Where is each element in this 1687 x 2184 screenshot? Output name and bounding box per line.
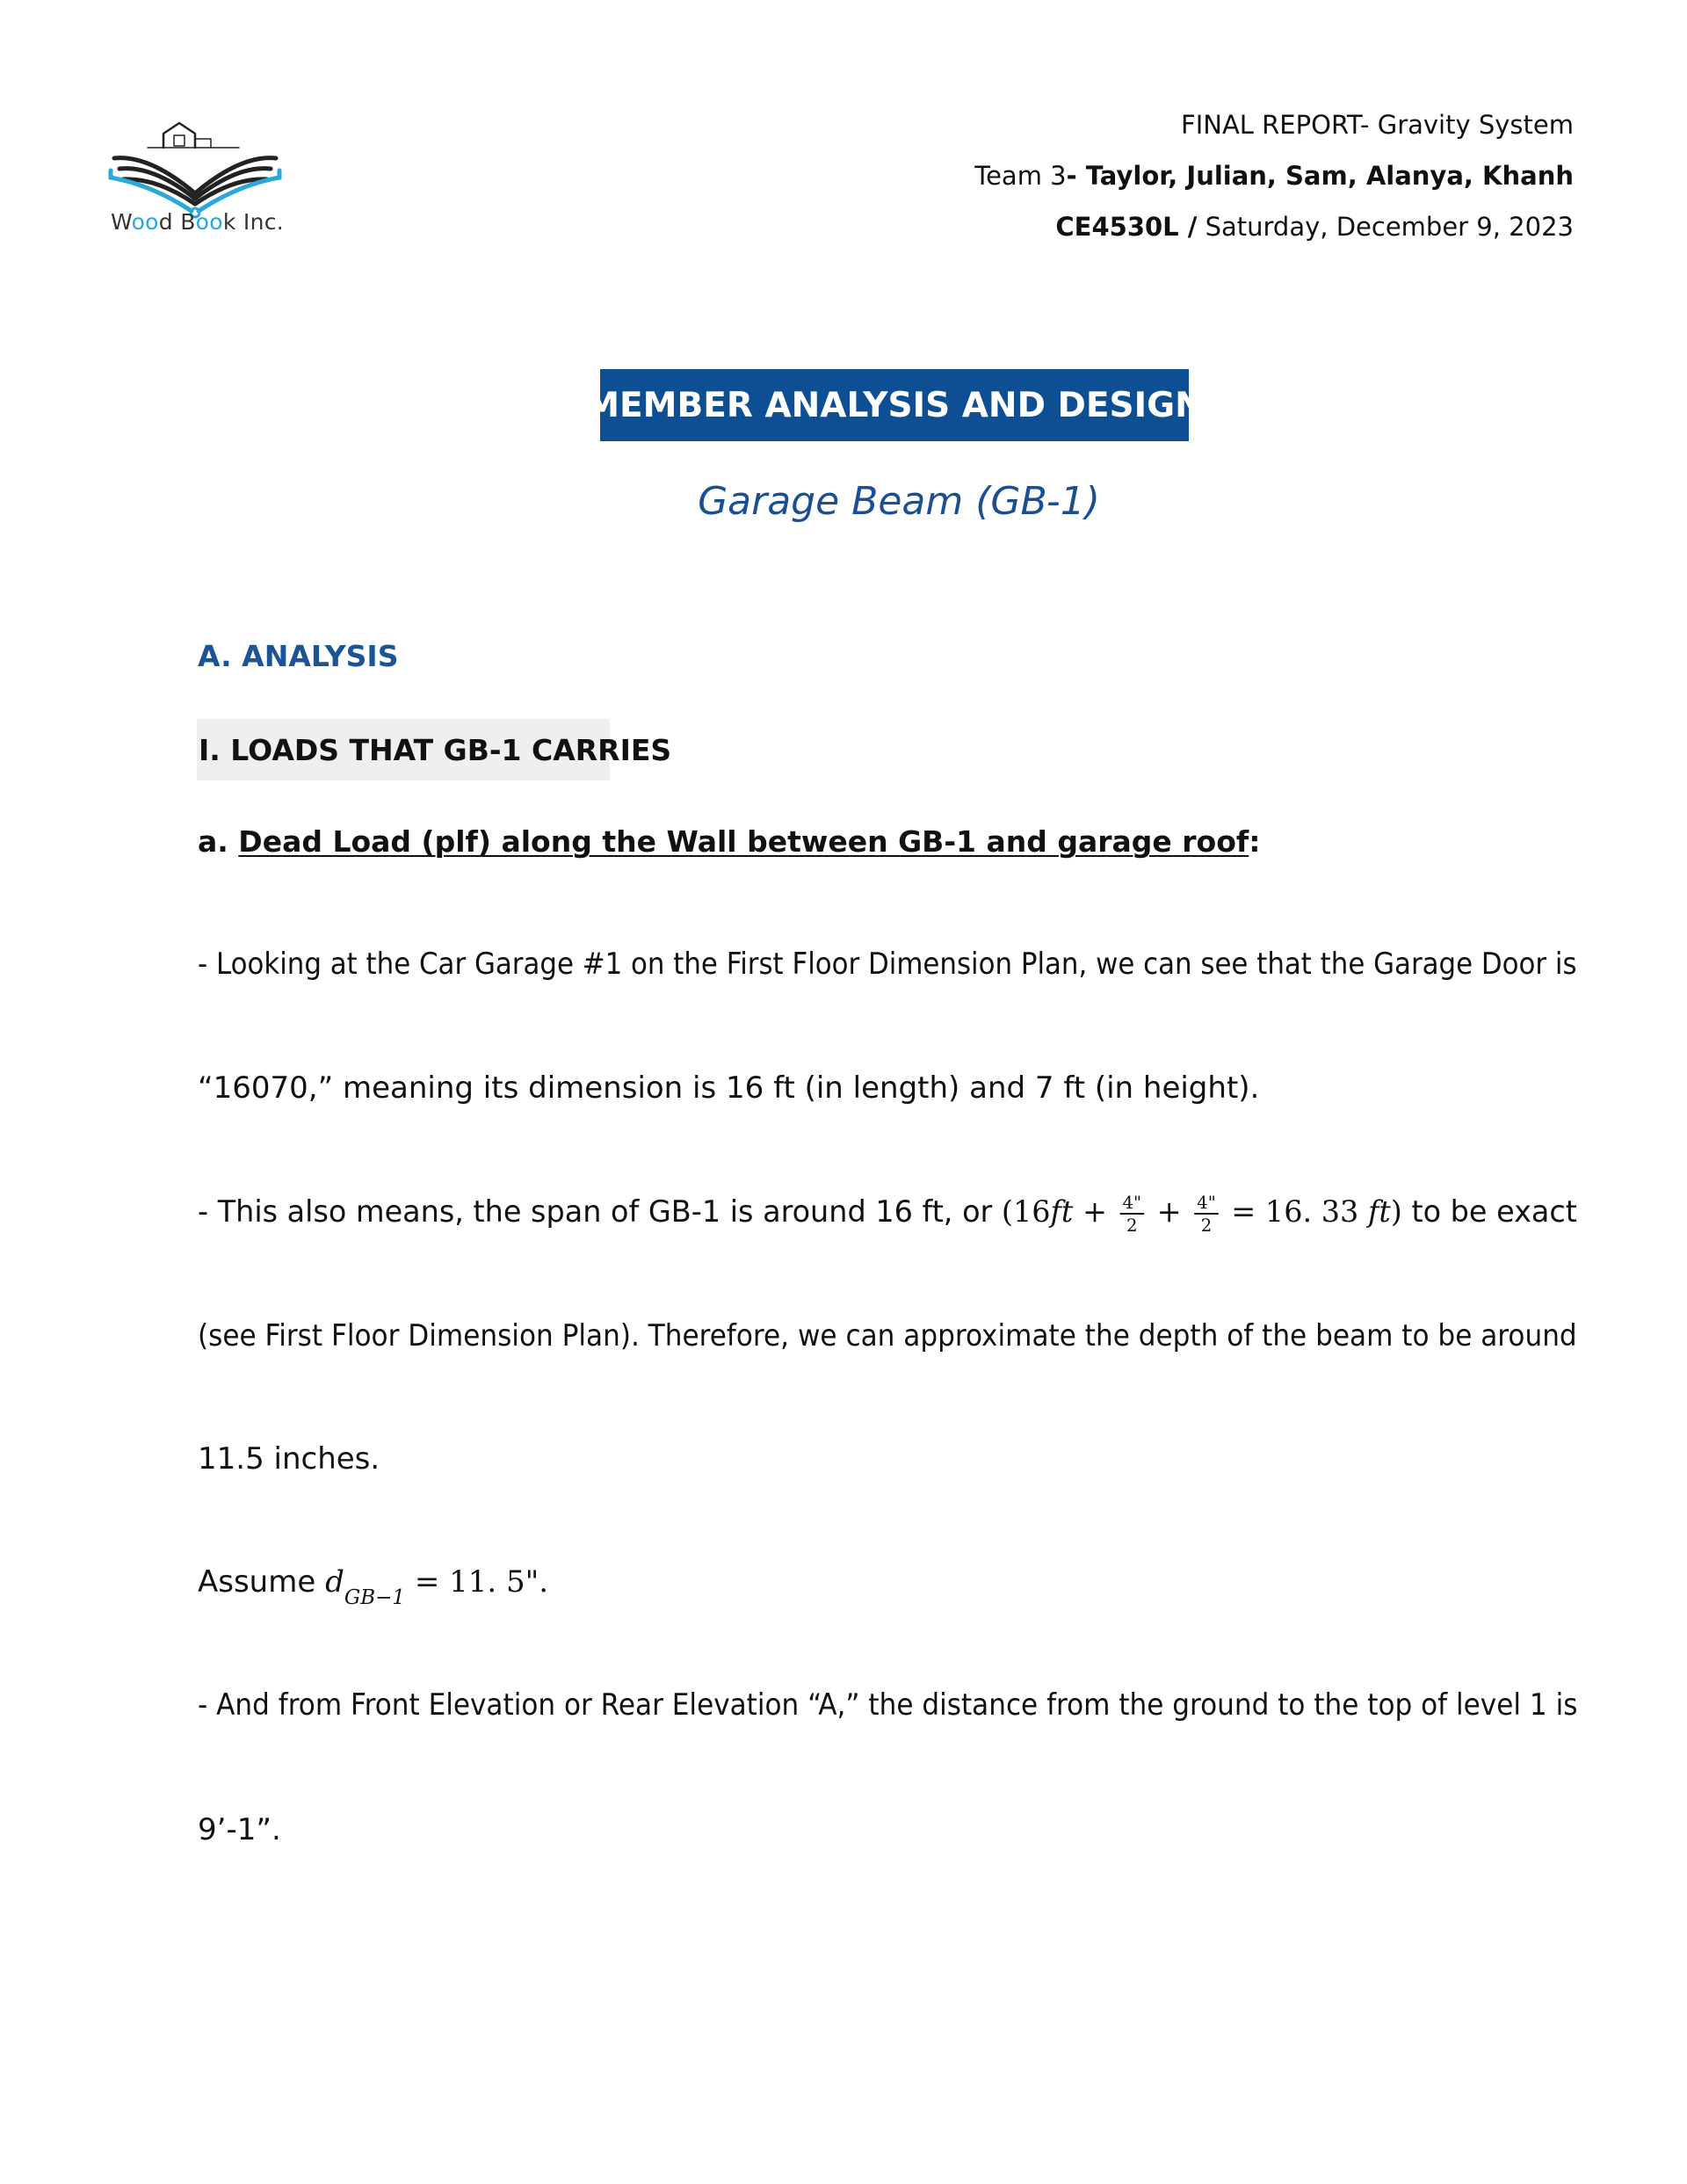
- fraction-1: [1120, 1194, 1144, 1234]
- paragraph-depth-value: 11.5 inches.: [198, 1441, 380, 1477]
- course-code: CE4530L /: [1055, 212, 1198, 242]
- eq-open: (16: [1001, 1194, 1051, 1230]
- assume-value: = 11. 5".: [405, 1564, 549, 1600]
- paragraph-garage-door: - Looking at the Car Garage #1 on the First Floor Dimension Plan, we can see that the Garage Door is: [198, 947, 1577, 982]
- dead-load-prefix: a.: [198, 824, 239, 859]
- eq-plus-1: +: [1073, 1194, 1117, 1230]
- team-members: - Taylor, Julian, Sam, Alanya, Khanh: [1066, 161, 1574, 191]
- paragraph-beam-depth: (see First Floor Dimension Plan). Therefore, we can approximate the depth of the beam to be around: [198, 1318, 1577, 1353]
- page-subtitle: Garage Beam (GB-1): [698, 479, 1100, 524]
- fraction-2-numerator: 4": [1194, 1194, 1218, 1215]
- logo-brand-text: Wood Book Inc.: [111, 209, 285, 235]
- eq-plus-2: +: [1148, 1194, 1191, 1230]
- report-title-text: FINAL REPORT- Gravity System: [1181, 110, 1574, 140]
- team-line: [974, 161, 1574, 191]
- paragraph-height-value: 9’-1”.: [198, 1812, 281, 1847]
- course-date-line: [1055, 212, 1574, 242]
- analysis-heading: A. ANALYSIS: [198, 639, 399, 673]
- team-prefix: Team 3: [974, 161, 1067, 191]
- eq-ft-2: ft: [1367, 1194, 1391, 1230]
- eq-close: ): [1390, 1194, 1402, 1230]
- dead-load-title: Dead Load (plf) along the Wall between GB-1 and garage roof: [238, 824, 1249, 859]
- dead-load-heading: [198, 824, 1260, 859]
- eq-result: = 16. 33: [1221, 1194, 1368, 1230]
- assume-text: Assume: [198, 1564, 326, 1600]
- assume-equation: [325, 1564, 549, 1609]
- span-text-before: - This also means, the span of GB-1 is around 16 ft, or: [198, 1194, 1002, 1230]
- span-equation: [1001, 1192, 1402, 1236]
- assume-var: d: [325, 1564, 344, 1600]
- assume-subscript: GB−1: [344, 1586, 406, 1609]
- fraction-1-denominator: 2: [1126, 1215, 1138, 1236]
- fraction-2-denominator: 2: [1200, 1215, 1213, 1236]
- paragraph-span: [198, 1194, 1577, 1234]
- eq-ft: ft: [1050, 1194, 1074, 1230]
- report-date: Saturday, December 9, 2023: [1205, 212, 1574, 242]
- loads-heading-text: I. LOADS THAT GB-1 CARRIES: [199, 732, 672, 767]
- paragraph-assume: [198, 1564, 548, 1609]
- paragraph-elevation: - And from Front Elevation or Rear Elevation “A,” the distance from the ground to the top of level 1 is: [198, 1687, 1578, 1723]
- fraction-1-numerator: 4": [1120, 1194, 1144, 1215]
- loads-heading: [197, 719, 672, 780]
- report-title: [1181, 110, 1574, 140]
- fraction-2: [1194, 1194, 1218, 1234]
- dead-load-colon: :: [1249, 824, 1261, 859]
- title-banner: MEMBER ANALYSIS AND DESIGN: [600, 369, 1189, 441]
- paragraph-door-dimension: “16070,” meaning its dimension is 16 ft (in length) and 7 ft (in height).: [198, 1070, 1260, 1106]
- span-text-after: to be exact: [1401, 1194, 1577, 1230]
